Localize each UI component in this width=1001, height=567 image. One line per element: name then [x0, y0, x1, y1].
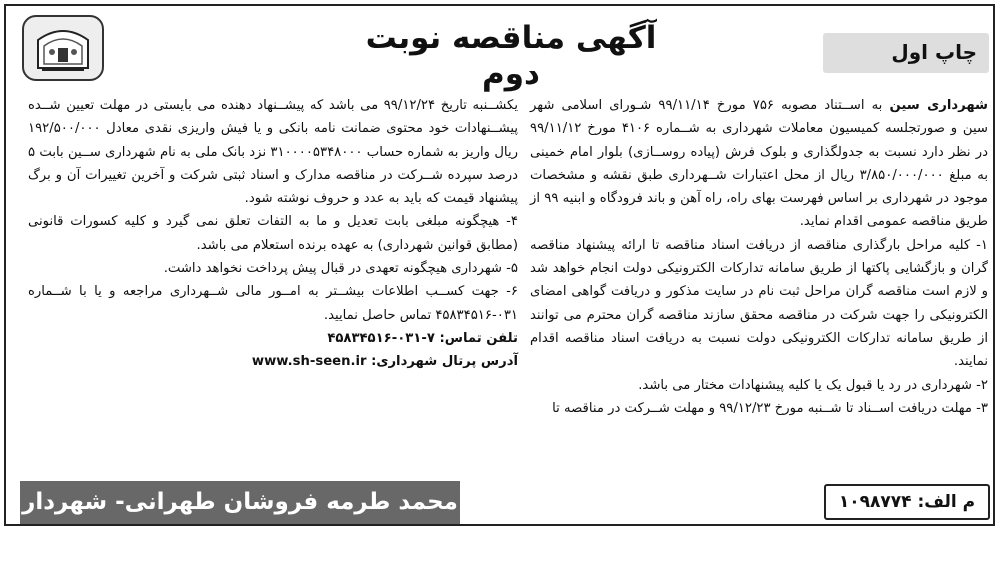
- intro-text: به اســتناد مصوبه ۷۵۶ مورخ ۹۹/۱۱/۱۴ شـورای اسلامی شهر سین و صورتجلسه کمیسیون معاملات شهرداری به شــماره ۴۱۰۶ مورخ ۹۹/۱۱/۱۲ در نظر دارد نسبت به جدولگذاری و بلوک فرش (پیاده روســازی) بلوار امام خمینی به مبلغ ۳/۸۵۰/۰۰۰/۰۰۰ ریال از محل اعتبارات شــهرداری طبق نقشه و مشخصات موجود در شهرداری بر اساس فهرست بهای راه، راه آهن و باند فرودگاه و ابنیه ۹۹ از طریق مناقصه عمومی اقدام نماید.: [530, 98, 988, 230]
- page-title: آگهی مناقصه نوبت دوم: [365, 20, 657, 92]
- item-1: ۱- کلیه مراحل بارگذاری مناقصه از دریافت اسناد مناقصه تا ارائه پیشنهاد مناقصه گران و بازگشایی پاکتها از طریق سامانه تدارکات الکترونیکی دولت انجام خواهد شد و لازم است مناقصه گران مراحل ثبت نام در سایت مذکور و دریافت گواهی امضای الکترونیکی را جهت شرکت در مناقصه محقق سازند مناقصه گران محترم می توانند از طریق سامانه تدارکات الکترونیکی دولت نسبت به دریافت اسناد مناقصه اقدام نمایند.: [530, 237, 988, 370]
- phone-line: [28, 327, 518, 350]
- portal-link[interactable]: www.sh-seen.ir: [251, 354, 367, 370]
- edition-badge: چاپ اول: [823, 33, 989, 73]
- signatory-banner: محمد طرمه فروشان طهرانی- شهردار سین: [20, 481, 460, 524]
- right-column: [530, 94, 988, 420]
- intro-paragraph: [530, 94, 988, 234]
- phone-label: تلفن تماس:: [434, 330, 518, 346]
- item-3-continuation: یکشــنبه تاریخ ۹۹/۱۲/۲۴ می باشد که پیشــنهاد دهنده می بایستی در مهلت تعیین شــده پیشــنهادات خود محتوی ضمانت نامه بانکی و یا فیش واریزی نقدی معادل ۱۹۲/۵۰۰/۰۰۰ ریال واریز به شماره حساب ۳۱۰۰۰۰۵۳۴۸۰۰۰ نزد بانک ملی به نام شهرداری ســین بابت ۵ درصد سپرده شــرکت در مناقصه مدارک و اسناد ثبتی شرکت و آخرین تغییرات آن و برگ پیشنهاد قیمت که باید به عدد و حروف نوشته شود.: [28, 98, 518, 207]
- item-6: ۶- جهت کســب اطلاعات بیشــتر به امــور مالی شــهرداری مراجعه و یا با شــماره ۰۳۱-۴۵۸۳۴۵۱۶ تماس حاصل نمایید.: [28, 284, 518, 323]
- phone-value: ۷-۰۳۱-۴۵۸۳۴۵۱۶: [327, 330, 435, 346]
- municipality-emblem-icon: [22, 15, 104, 81]
- left-column: [28, 94, 518, 374]
- item-2: ۲- شهرداری در رد یا قبول یک یا کلیه پیشنهادات مختار می باشد.: [638, 377, 988, 393]
- item-3: ۳- مهلت دریافت اســناد تا شــنبه مورخ ۹۹/۱۲/۲۳ و مهلت شــرکت در مناقصه تا: [552, 400, 988, 416]
- item-4: ۴- هیچگونه مبلغی بابت تعدیل و ما به التفات تعلق نمی گیرد و کلیه کسورات قانونی (مطابق قوانین شهرداری) به عهده برنده استعلام می باشد.: [28, 214, 518, 253]
- advertisement-frame: [4, 4, 995, 558]
- item-5: ۵- شهرداری هیچگونه تعهدی در قبال پیش پرداخت نخواهد داشت.: [163, 261, 518, 277]
- portal-label: آدرس پرتال شهرداری:: [366, 354, 518, 370]
- issuer-name: شهرداری سین: [889, 98, 989, 113]
- ad-code: م الف: ۱۰۹۸۷۷۴: [824, 484, 990, 520]
- portal-line: [28, 350, 518, 373]
